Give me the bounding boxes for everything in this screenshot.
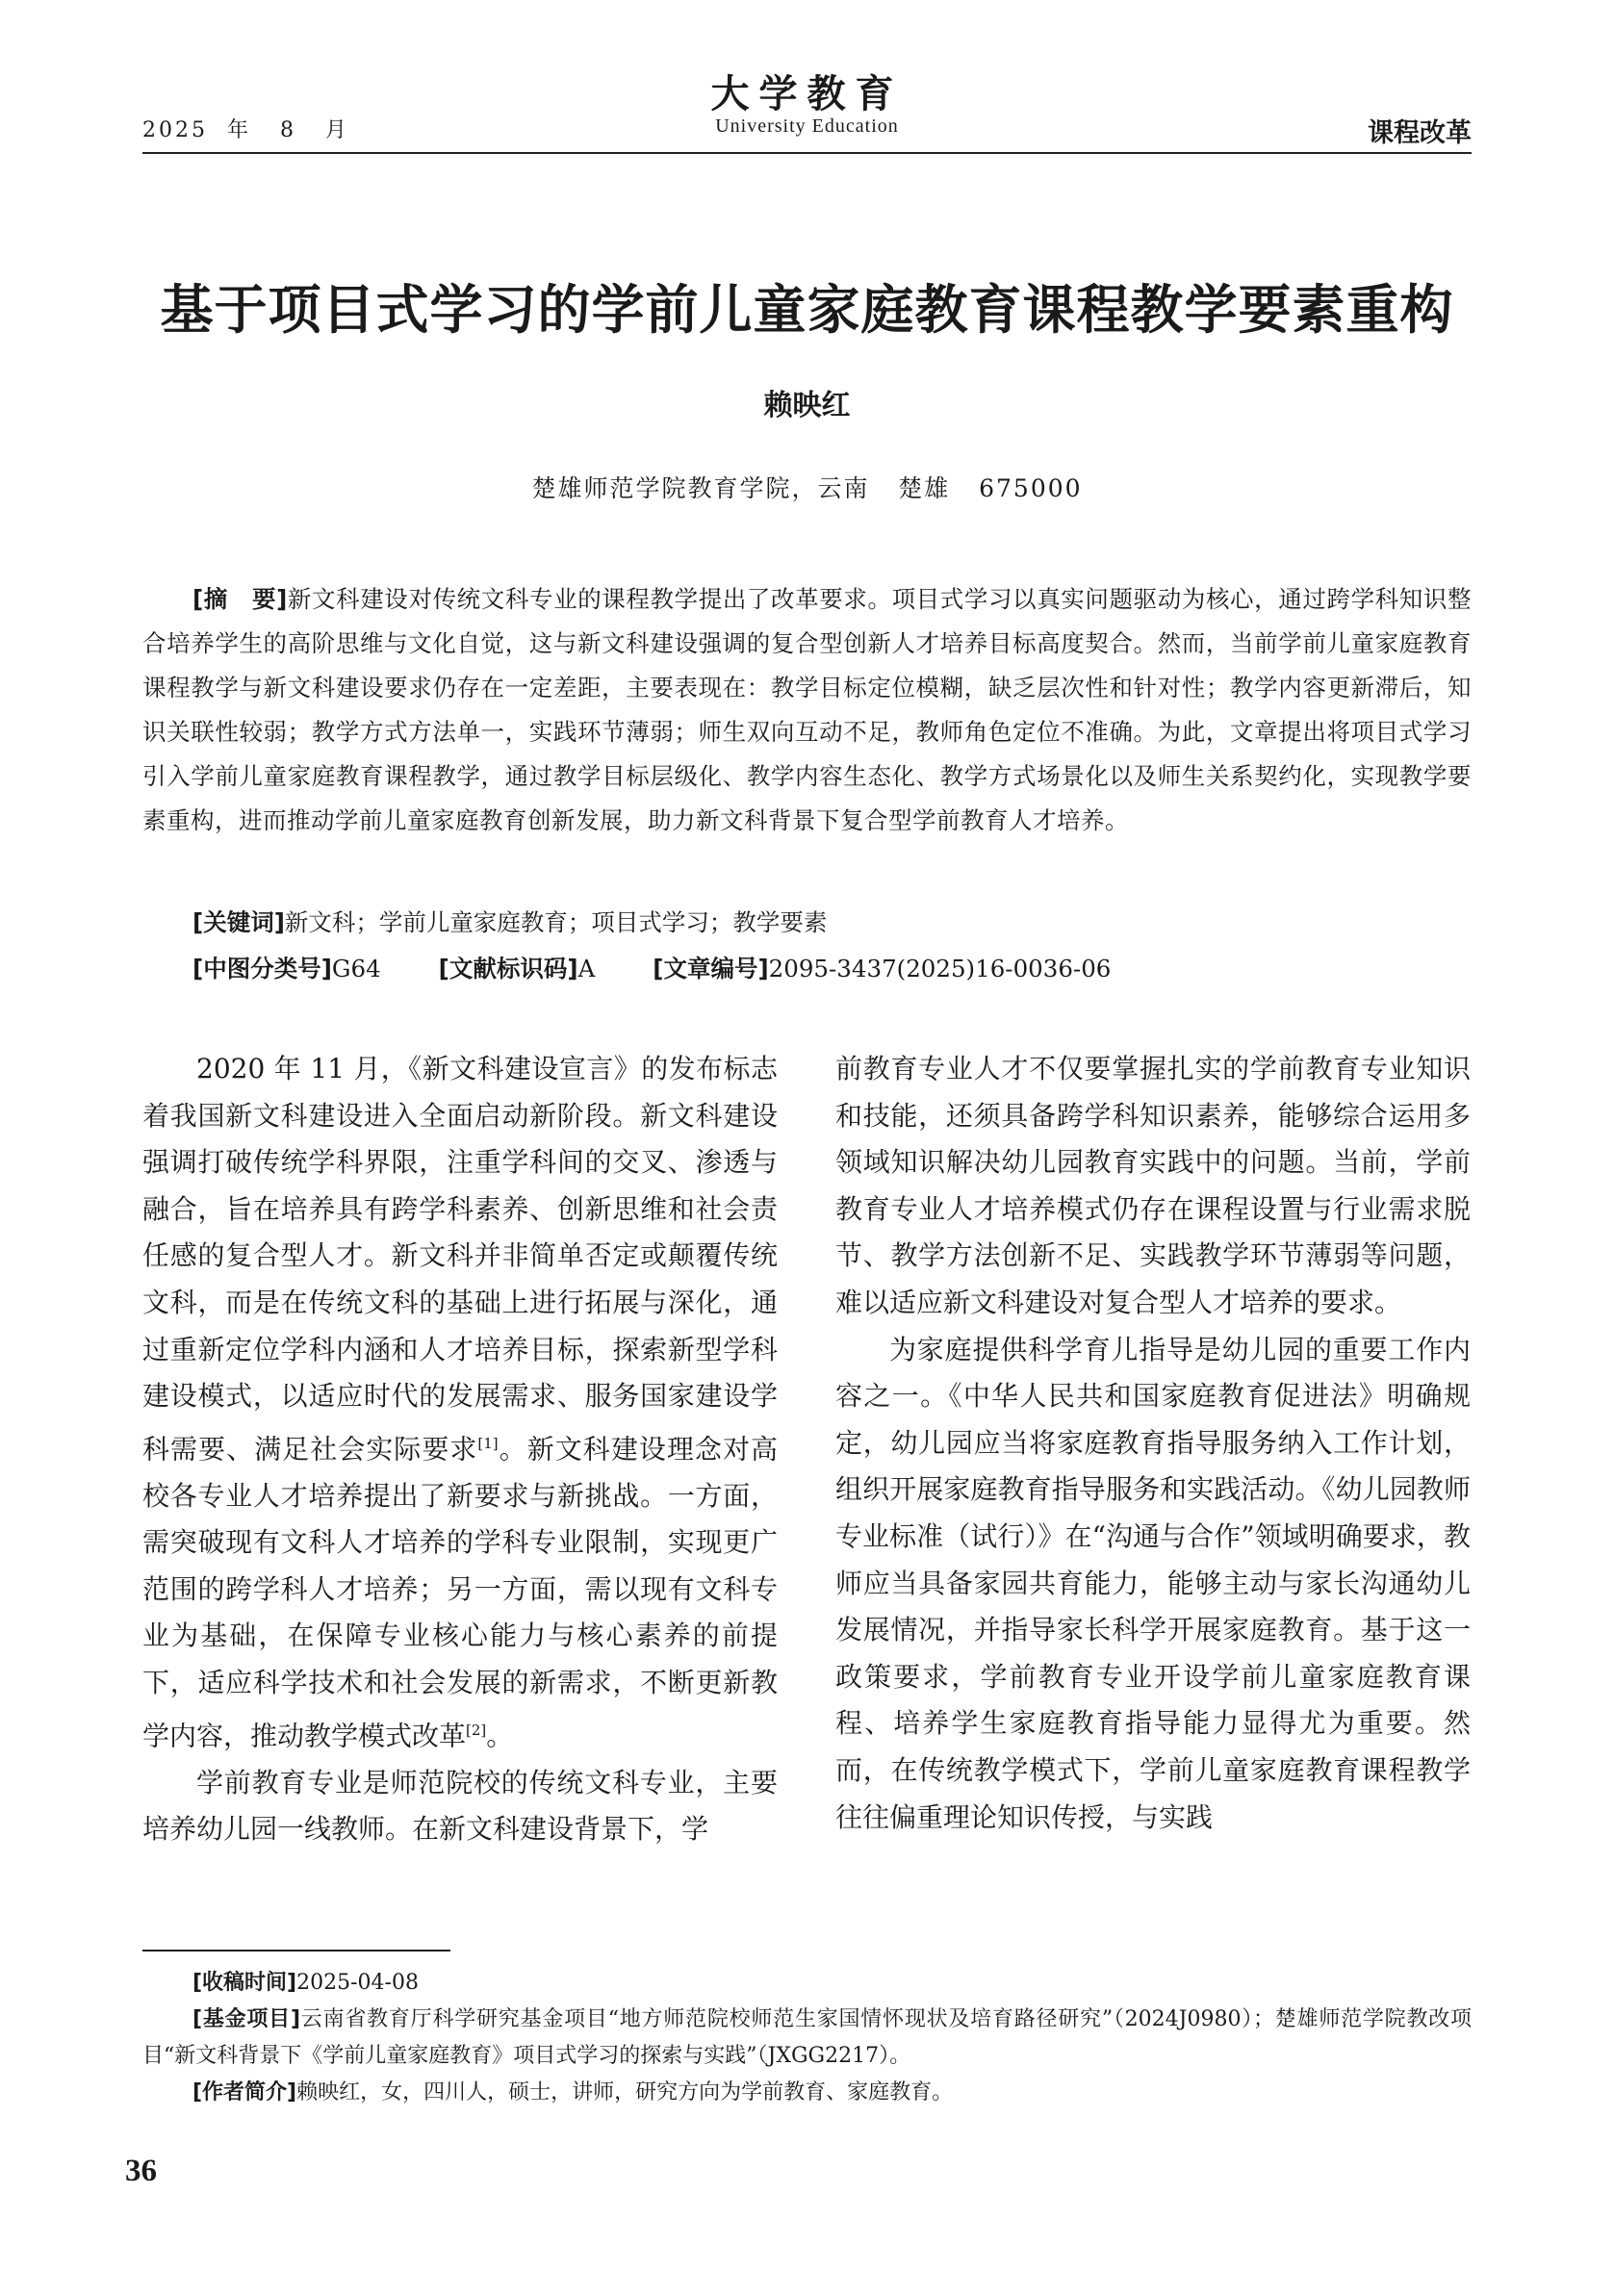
body-paragraph (142, 1046, 778, 1760)
keywords-text: 新文科；学前儿童家庭教育；项目式学习；教学要素 (284, 908, 828, 936)
issue-date: 2025 年 8 月 (142, 118, 349, 142)
doc-code-label: [文献标识码] (438, 955, 578, 982)
abstract-label: [摘 要] (192, 585, 288, 613)
classification-line (192, 951, 1111, 984)
body-text: 。 (486, 1719, 514, 1751)
doc-code-value: A (577, 955, 596, 982)
footnote-rule (142, 1950, 450, 1952)
footnote-label: [基金项目] (192, 2007, 301, 2031)
footnote-fund (142, 2002, 1472, 2075)
footnote-received (142, 1965, 1472, 2002)
body-paragraph: 前教育专业人才不仅要掌握扎实的学前教育专业知识和技能，还须具备跨学科知识素养，能够综合运用多领域知识解决幼儿园教育实践中的问题。当前，学前教育专业人才培养模式仍存在课程设置与行业需求脱节、教学方法创新不足、实践教学环节薄弱等问题，难以适应新文科建设对复合型人才培养的要求。 (835, 1053, 1471, 1318)
page-number: 36 (125, 2154, 157, 2188)
keywords (192, 905, 827, 938)
footnote-author-bio (142, 2075, 1472, 2111)
footnote-text: 云南省教育厅科学研究基金项目“地方师范院校师范生家国情怀现状及培育路径研究”（2024J0980）；楚雄师范学院教改项目“新文科背景下《学前儿童家庭教育》项目式学习的探索与实践”（JXGG2217）。 (142, 2007, 1472, 2068)
article-id-label: [文章编号] (653, 955, 769, 982)
body-text: 。新文科建设理念对高校各专业人才培养提出了新要求与新挑战。一方面，需突破现有文科人才培养的学科专业限制，实现更广范围的跨学科人才培养；另一方面，需以现有文科专业为基础，在保障专业核心能力与核心素养的前提下，适应科学技术和社会发展的新需求，不断更新教学内容，推动教学模式改革 (142, 1433, 778, 1751)
section-name: 课程改革 (1368, 118, 1472, 148)
body-paragraph: 学前教育专业是师范院校的传统文科专业，主要培养幼儿园一线教师。在新文科建设背景下，学 (142, 1766, 778, 1846)
author-affiliation: 楚雄师范学院教育学院，云南 楚雄 675000 (531, 474, 1083, 502)
article-title: 基于项目式学习的学前儿童家庭教育课程教学要素重构 (160, 279, 1454, 341)
keywords-label: [关键词] (192, 908, 285, 936)
body-column-right (835, 1046, 1471, 1841)
journal-english-name: University Education (715, 115, 899, 137)
body-paragraph: 为家庭提供科学育儿指导是幼儿园的重要工作内容之一。《中华人民共和国家庭教育促进法》明确规定，幼儿园应当将家庭教育指导服务纳入工作计划，组织开展家庭教育指导服务和实践活动。《幼儿园教师专业标准（试行）》在“沟通与合作”领域明确要求，教师应当具备家园共育能力，能够主动与家长沟通幼儿发展情况，并指导家长科学开展家庭教育。基于这一政策要求，学前教育专业开设学前儿童家庭教育课程、培养学生家庭教育指导能力显得尤为重要。然而，在传统教学模式下，学前儿童家庭教育课程教学往往偏重理论知识传授，与实践 (835, 1333, 1471, 1833)
journal-logo: 大学教育 (710, 71, 904, 116)
abstract-text: 新文科建设对传统文科专业的课程教学提出了改革要求。项目式学习以真实问题驱动为核心，通过跨学科知识整合培养学生的高阶思维与文化自觉，这与新文科建设强调的复合型创新人才培养目标高度契合。然而，当前学前儿童家庭教育课程教学与新文科建设要求仍存在一定差距，主要表现在：教学目标定位模糊，缺乏层次性和针对性；教学内容更新滞后，知识关联性较弱；教学方式方法单一，实践环节薄弱；师生双向互动不足，教师角色定位不准确。为此，文章提出将项目式学习引入学前儿童家庭教育课程教学，通过教学目标层级化、教学内容生态化、教学方式场景化以及师生关系契约化，实现教学要素重构，进而推动学前儿童家庭教育创新发展，助力新文科背景下复合型学前教育人才培养。 (142, 585, 1472, 834)
header-rule (142, 152, 1472, 154)
footnotes (142, 1965, 1472, 2111)
footnote-label: [作者简介] (192, 2080, 297, 2105)
article-author: 赖映红 (763, 389, 851, 422)
citation-ref[interactable]: [2] (466, 1721, 487, 1739)
body-text: 2020 年 11 月，《新文科建设宣言》的发布标志着我国新文科建设进入全面启动新阶段。新文科建设强调打破传统学科界限，注重学科间的交叉、渗透与融合，旨在培养具有跨学科素养、创新思维和社会责任感的复合型人才。新文科并非简单否定或颠覆传统文科，而是在传统文科的基础上进行拓展与深化，通过重新定位学科内涵和人才培养目标，探索新型学科建设模式，以适应时代的发展需求、服务国家建设学科需要、满足社会实际要求 (142, 1053, 778, 1466)
footnote-text: 2025-04-08 (296, 1971, 419, 1995)
footnote-label: [收稿时间] (192, 1971, 297, 1995)
article-id-value: 2095-3437(2025)16-0036-06 (768, 955, 1112, 982)
footnote-text: 赖映红，女，四川人，硕士，讲师，研究方向为学前教育、家庭教育。 (296, 2080, 954, 2105)
clc-label: [中图分类号] (192, 955, 332, 982)
clc-value: G64 (331, 955, 381, 982)
body-column-left (142, 1046, 778, 1853)
abstract (142, 577, 1472, 843)
citation-ref[interactable]: [1] (477, 1434, 499, 1452)
